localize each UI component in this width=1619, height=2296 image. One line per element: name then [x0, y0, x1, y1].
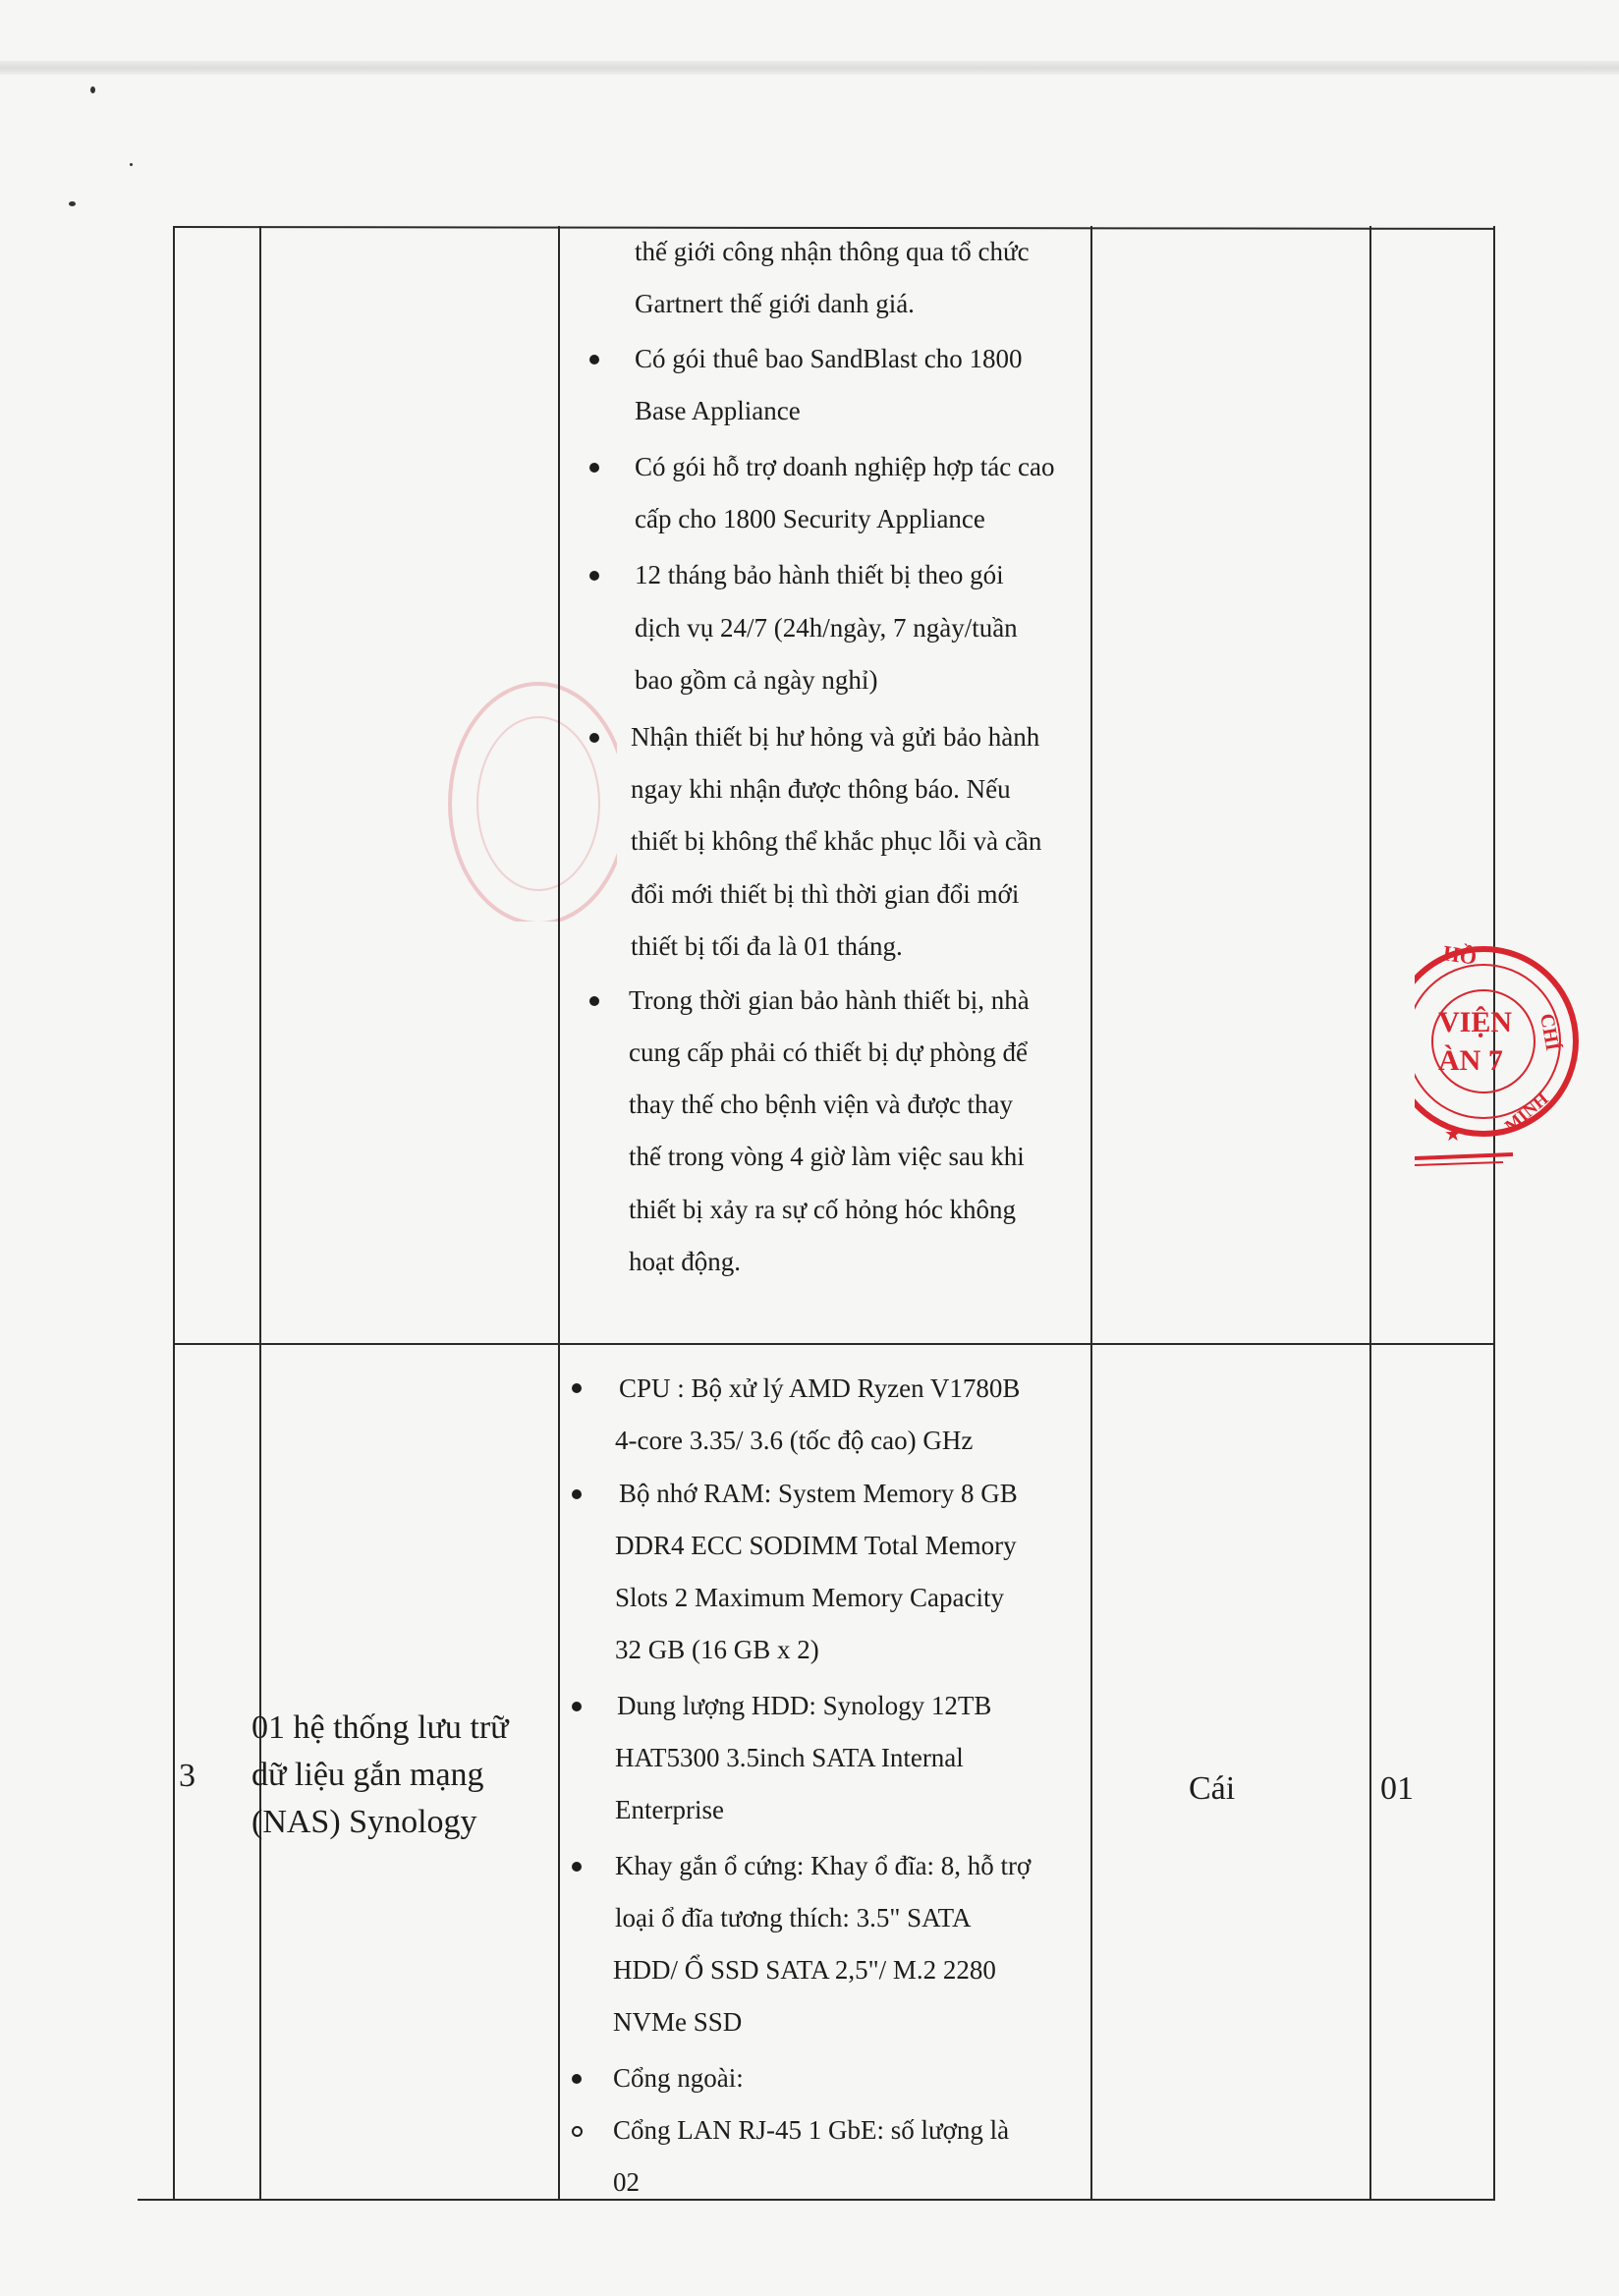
spec-line: dịch vụ 24/7 (24h/ngày, 7 ngày/tuần: [635, 613, 1018, 643]
spec-line: NVMe SSD: [613, 2007, 743, 2037]
bullet-icon: [589, 355, 599, 364]
col-divider-name: [558, 226, 560, 2201]
spec-line: đổi mới thiết bị thì thời gian đổi mới: [631, 879, 1020, 909]
bullet-icon: [589, 571, 599, 581]
spec-line: loại ổ đĩa tương thích: 3.5" SATA: [615, 1903, 972, 1932]
scan-edge-band: [0, 61, 1619, 75]
bullet-icon: [572, 1489, 582, 1499]
spec-line: Slots 2 Maximum Memory Capacity: [615, 1583, 1004, 1612]
spec-line: thiết bị tối đa là 01 tháng.: [631, 931, 903, 961]
spec-line: thiết bị không thể khắc phục lỗi và cần: [631, 826, 1042, 856]
spec-line: ngay khi nhận được thông báo. Nếu: [631, 774, 1011, 804]
item-quantity: 01: [1380, 1770, 1414, 1807]
spec-line: 4-core 3.35/ 3.6 (tốc độ cao) GHz: [615, 1426, 974, 1455]
spec-line: Dung lượng HDD: Synology 12TB: [617, 1691, 992, 1720]
spec-line: Gartnert thế giới danh giá.: [635, 289, 915, 318]
bullet-icon: [572, 1383, 582, 1393]
bullet-icon: [589, 733, 599, 743]
official-stamp: [1415, 909, 1582, 1174]
spec-line: thay thế cho bệnh viện và được thay: [629, 1090, 1014, 1119]
spec-line: 02: [613, 2167, 640, 2197]
item-name-line: 01 hệ thống lưu trữ: [251, 1709, 509, 1746]
spec-line: 32 GB (16 GB x 2): [615, 1635, 819, 1664]
table-right-border: [1493, 226, 1495, 2201]
spec-line: HAT5300 3.5inch SATA Internal: [615, 1743, 964, 1772]
bullet-icon: [572, 2074, 582, 2084]
spec-line: Base Appliance: [635, 396, 801, 425]
spec-line: Nhận thiết bị hư hỏng và gửi bảo hành: [631, 722, 1040, 752]
col-divider-unit: [1369, 226, 1371, 2201]
stamp-text: VIỆN: [1438, 1006, 1513, 1038]
stamp-text: ÀN 7: [1438, 1044, 1503, 1077]
stamp-text: MINH: [1500, 1088, 1552, 1137]
continued-spec-cell: [589, 226, 1100, 1316]
spec-line: Khay gắn ổ cứng: Khay ổ đĩa: 8, hỗ trợ: [615, 1851, 1032, 1880]
stamp-text: HỒ: [1441, 940, 1479, 970]
spec-line: thế giới công nhận thông qua tổ chức: [635, 237, 1030, 266]
stamp-star-icon: ★: [1444, 1124, 1462, 1146]
spec-line: thiết bị xảy ra sự cố hỏng hóc không: [629, 1195, 1017, 1224]
item-name-line: dữ liệu gắn mạng: [251, 1757, 484, 1793]
table-left-border: [173, 226, 175, 2201]
stamp-text: CHÍ: [1535, 1012, 1564, 1053]
bullet-icon: [572, 1702, 582, 1711]
bullet-icon: [589, 996, 599, 1006]
spec-line: HDD/ Ổ SSD SATA 2,5"/ M.2 2280: [613, 1955, 996, 1985]
item-name-line: (NAS) Synology: [251, 1804, 477, 1840]
col-divider-stt: [259, 226, 261, 2201]
spec-line: cấp cho 1800 Security Appliance: [635, 504, 985, 533]
spec-line: Có gói hỗ trợ doanh nghiệp hợp tác cao: [635, 452, 1055, 481]
item-spec-cell: [572, 1363, 1083, 2208]
spec-line: DDR4 ECC SODIMM Total Memory: [615, 1531, 1017, 1560]
row-divider: [173, 1343, 1495, 1345]
item-number: 3: [179, 1758, 195, 1794]
sub-bullet-icon: [572, 2126, 583, 2137]
bullet-icon: [572, 1862, 582, 1872]
item-unit: Cái: [1189, 1770, 1236, 1807]
spec-line: cung cấp phải có thiết bị dự phòng để: [629, 1037, 1029, 1067]
spec-line: Có gói thuê bao SandBlast cho 1800: [635, 344, 1023, 373]
spec-line: Bộ nhớ RAM: System Memory 8 GB: [619, 1479, 1018, 1508]
bullet-icon: [589, 463, 599, 473]
scan-speck: [130, 163, 133, 166]
scan-speck: [69, 201, 76, 206]
spec-line: bao gồm cả ngày nghỉ): [635, 665, 878, 695]
spec-line: 12 tháng bảo hành thiết bị theo gói: [635, 560, 1004, 589]
spec-line: Trong thời gian bảo hành thiết bị, nhà: [629, 985, 1030, 1015]
spec-line: Cổng LAN RJ-45 1 GbE: số lượng là: [613, 2115, 1010, 2145]
spec-line: Cổng ngoài:: [613, 2063, 744, 2093]
item-name: [251, 1705, 509, 1846]
spec-line: CPU : Bộ xử lý AMD Ryzen V1780B: [619, 1373, 1021, 1403]
spec-line: hoạt động.: [629, 1247, 741, 1276]
spec-line: Enterprise: [615, 1795, 724, 1824]
spec-line: thế trong vòng 4 giờ làm việc sau khi: [629, 1142, 1025, 1171]
scan-speck: [90, 86, 95, 93]
